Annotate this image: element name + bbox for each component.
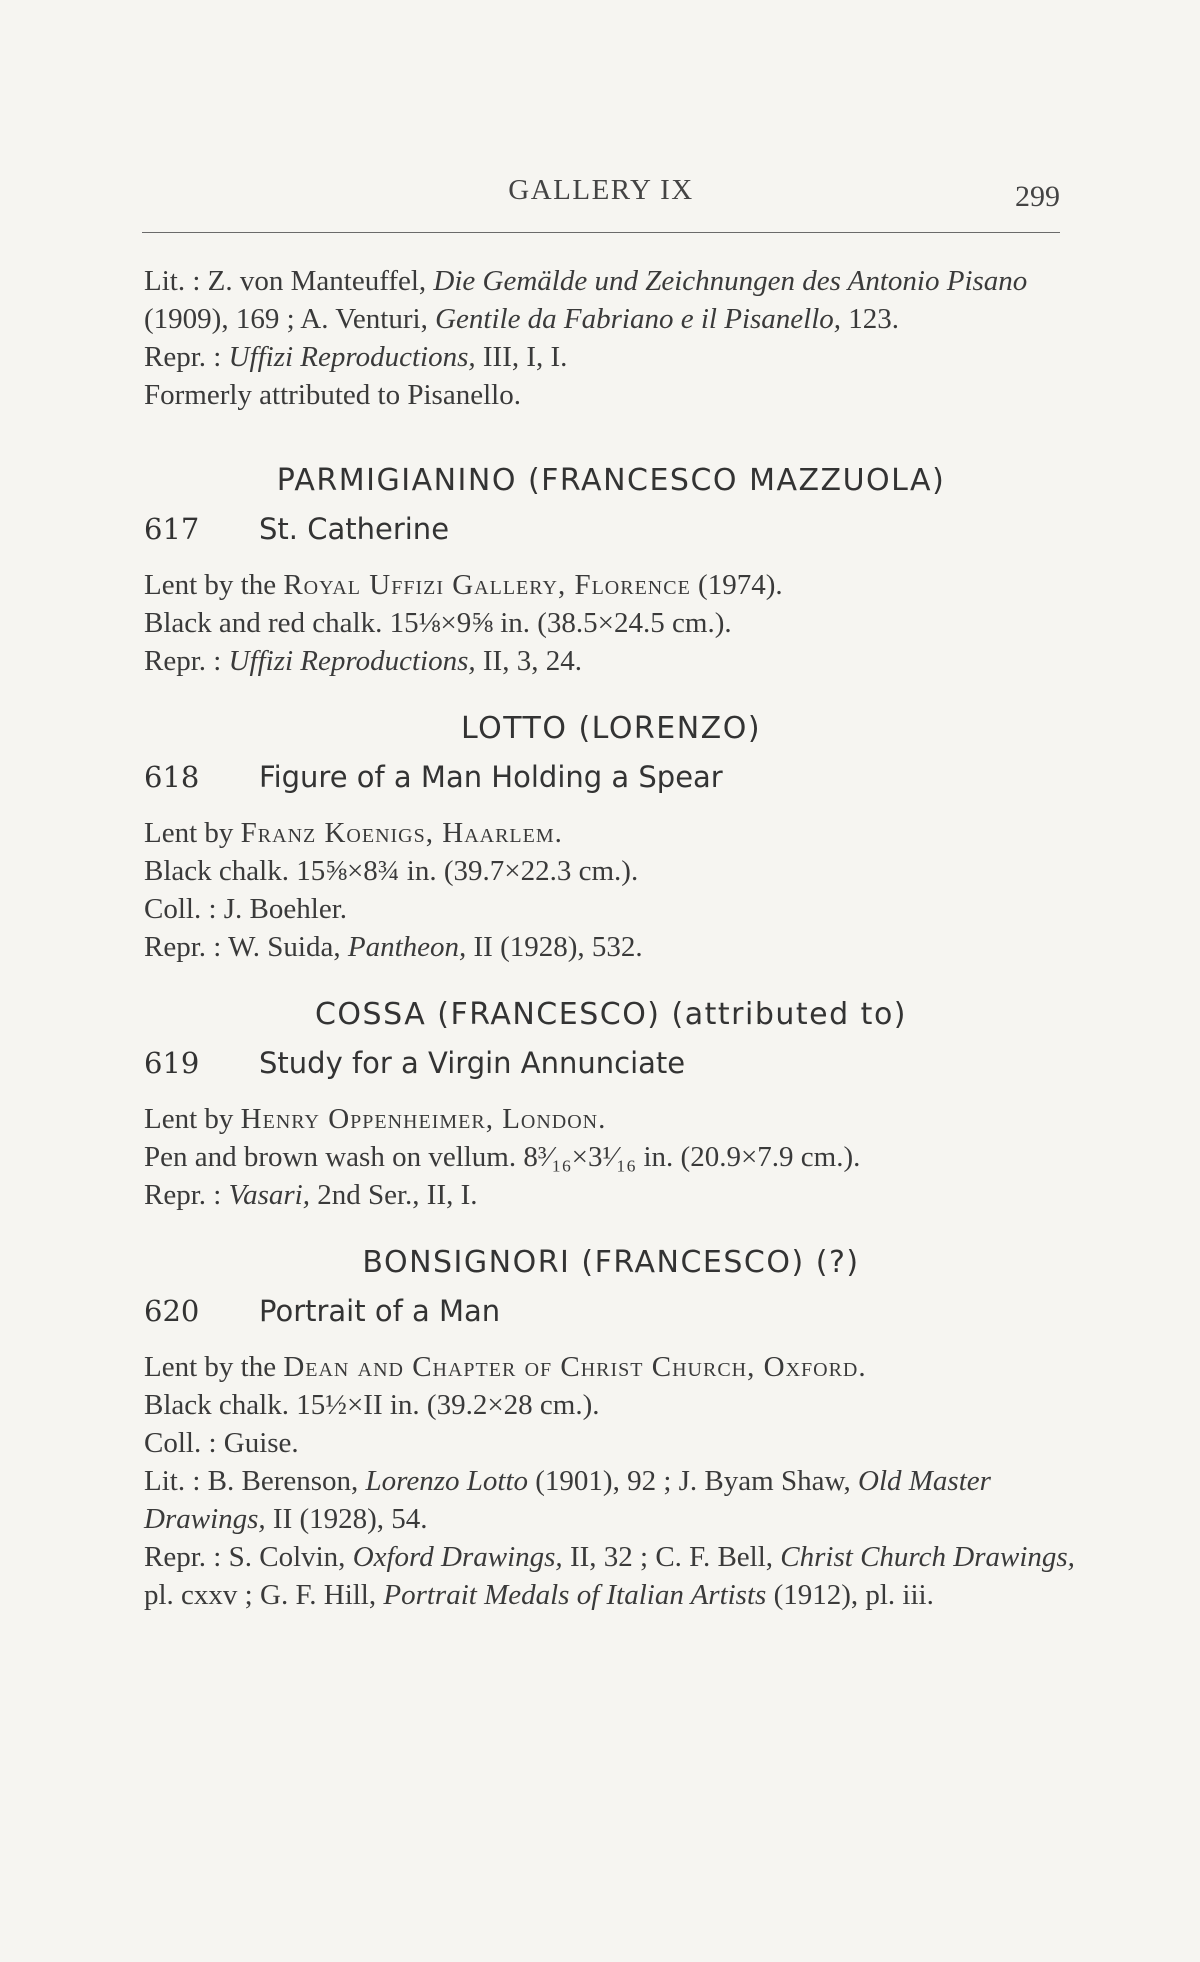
catalogue-number: 619 (144, 1046, 200, 1080)
catalogue-number: 618 (144, 760, 200, 794)
medium-line: Black and red chalk. 15⅛×9⅝ in. (38.5×24.5 cm.). (144, 607, 732, 639)
running-head (142, 168, 1060, 216)
lender-name: Dean and Chapter of Christ Church, Oxford. (283, 1351, 867, 1383)
attribution-note: Formerly attributed to Pisanello. (144, 379, 521, 411)
catalogue-number: 620 (144, 1294, 200, 1328)
lender-line: Lent by Franz Koenigs, Haarlem. (144, 817, 563, 849)
header-rule (142, 232, 1060, 233)
medium-line: Black chalk. 15½×II in. (39.2×28 cm.). (144, 1389, 600, 1421)
collection-line: Coll. : J. Boehler. (144, 893, 347, 925)
page-content (144, 262, 1078, 1644)
running-title: GALLERY IX (508, 174, 694, 206)
lender-name: Franz Koenigs, Haarlem. (240, 817, 563, 849)
artist-heading: LOTTO (LORENZO) (460, 711, 762, 746)
medium-line: Black chalk. 15⅝×8¾ in. (39.7×22.3 cm.). (144, 855, 639, 887)
artist-heading: COSSA (FRANCESCO) (attributed to) (314, 997, 908, 1032)
lender-line: Lent by the Royal Uffizi Gallery, Florence (1974). (144, 569, 783, 601)
catalogue-number: 617 (144, 512, 200, 546)
literature-line: Lit. : Z. von Manteuffel, Die Gemälde und Zeichnungen des Antonio Pisano (1909), 169 ; A. Venturi, Gentile da Fabriano e il Pisanello, 123. (144, 265, 1028, 335)
collection-line: Coll. : Guise. (144, 1427, 299, 1459)
lender-line: Lent by Henry Oppenheimer, London. (144, 1103, 607, 1135)
medium-line: Pen and brown wash on vellum. 8³⁄₁₆×3¹⁄₁₆ in. (20.9×7.9 cm.). (144, 1141, 861, 1173)
continued-entry (144, 262, 1078, 414)
reproduction-line: Repr. : Uffizi Reproductions, III, I, I. (144, 341, 568, 373)
work-title: St. Catherine (259, 512, 450, 546)
artist-heading: PARMIGIANINO (FRANCESCO MAZZUOLA) (276, 463, 946, 498)
work-title: Figure of a Man Holding a Spear (259, 760, 723, 794)
reproduction-line: Repr. : Uffizi Reproductions, II, 3, 24. (144, 645, 582, 677)
work-title: Study for a Virgin Annunciate (259, 1046, 686, 1080)
work-title: Portrait of a Man (259, 1294, 501, 1328)
reproduction-line: Repr. : W. Suida, Pantheon, II (1928), 532. (144, 931, 643, 963)
entry-title-line (144, 758, 1078, 796)
catalogue-entry-617 (144, 462, 1078, 680)
catalogue-entry-619 (144, 996, 1078, 1214)
reproduction-line: Repr. : Vasari, 2nd Ser., II, I. (144, 1179, 478, 1211)
reproduction-line: Repr. : S. Colvin, Oxford Drawings, II, 32 ; C. F. Bell, Christ Church Drawings, pl. cxxv ; G. F. Hill, Portrait Medals of Italian Artists (1912), pl. iii. (144, 1541, 1075, 1611)
lender-name: Henry Oppenheimer, London. (240, 1103, 607, 1135)
lender-line: Lent by the Dean and Chapter of Christ Church, Oxford. (144, 1351, 867, 1383)
literature-line: Lit. : B. Berenson, Lorenzo Lotto (1901), 92 ; J. Byam Shaw, Old Master Drawings, II (1928), 54. (144, 1465, 991, 1535)
entry-title-line (144, 1292, 1078, 1330)
catalogue-entry-620 (144, 1244, 1078, 1614)
lender-name: Royal Uffizi Gallery, Florence (283, 569, 691, 601)
artist-heading: BONSIGNORI (FRANCESCO) (?) (362, 1245, 860, 1280)
entry-title-line (144, 1044, 1078, 1082)
page-number: 299 (1015, 180, 1060, 213)
catalogue-entry-618 (144, 710, 1078, 966)
entry-title-line (144, 510, 1078, 548)
